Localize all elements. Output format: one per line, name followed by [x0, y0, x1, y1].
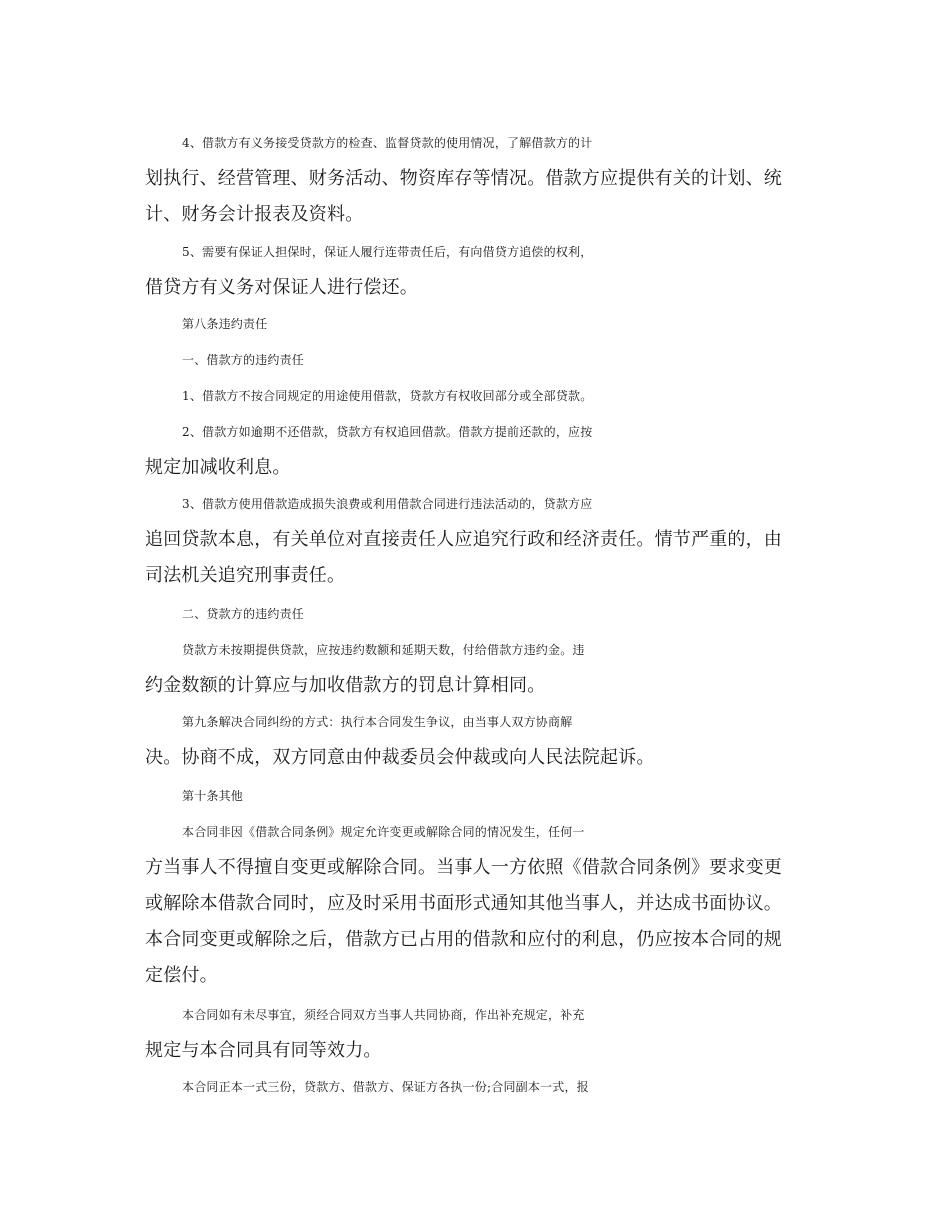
text-line: 5、需要有保证人担保时，保证人履行连带责任后，有向借贷方追偿的权利，	[182, 245, 593, 259]
text-line: 1、借款方不按合同规定的用途使用借款，贷款方有权收回部分或全部贷款。	[182, 389, 593, 403]
clause-4-paragraph	[145, 125, 810, 233]
lender-liability-heading	[145, 596, 810, 632]
text-line: 3、借款方使用借款造成损失浪费或利用借款合同进行违法活动的，贷款方应	[182, 497, 593, 511]
article-9-paragraph	[145, 704, 810, 776]
borrower-clause-1	[145, 378, 810, 414]
text-line: 本合同正本一式三份，贷款方、借款方、保证方各执一份;合同副本一式，报	[182, 1080, 589, 1094]
other-clause-1	[145, 814, 810, 994]
text-line: 第十条其他	[182, 789, 244, 803]
text-line: 司法机关追究刑事责任。	[145, 565, 346, 586]
text-line: 规定与本合同具有同等效力。	[145, 1040, 382, 1061]
text-line: 计、财务会计报表及资料。	[145, 204, 364, 225]
clause-5-paragraph	[145, 234, 810, 306]
other-clause-3	[145, 1069, 810, 1105]
text-line: 决。协商不成，双方同意由仲裁委员会仲裁或向人民法院起诉。	[145, 747, 655, 768]
text-line: 划执行、经营管理、财务活动、物资库存等情况。借款方应提供有关的计划、统	[145, 168, 782, 189]
borrower-liability-heading	[145, 342, 810, 378]
text-line: 定偿付。	[145, 965, 218, 986]
article-8-heading	[145, 306, 810, 342]
text-line: 方当事人不得擅自变更或解除合同。当事人一方依照《借款合同条例》要求变更	[145, 857, 782, 878]
text-line: 约金数额的计算应与加收借款方的罚息计算相同。	[145, 675, 546, 696]
lender-clause-1	[145, 632, 810, 704]
text-line: 二、贷款方的违约责任	[182, 607, 305, 621]
article-10-heading	[145, 778, 810, 814]
text-line: 本合同如有未尽事宜，须经合同双方当事人共同协商，作出补充规定，补充	[182, 1008, 585, 1022]
text-line: 2、借款方如逾期不还借款，贷款方有权追回借款。借款方提前还款的，应按	[182, 425, 593, 439]
other-clause-2	[145, 997, 810, 1069]
text-line: 4、借款方有义务接受贷款方的检查、监督贷款的使用情况，了解借款方的计	[182, 136, 593, 150]
text-line: 一、借款方的违约责任	[182, 353, 305, 367]
text-line: 追回贷款本息，有关单位对直接责任人应追究行政和经济责任。情节严重的，由	[145, 529, 782, 550]
borrower-clause-3	[145, 486, 810, 594]
text-line: 或解除本借款合同时，应及时采用书面形式通知其他当事人，并达成书面协议。	[145, 893, 782, 914]
text-line: 第九条解决合同纠纷的方式：执行本合同发生争议，由当事人双方协商解	[182, 715, 573, 729]
text-line: 第八条违约责任	[182, 317, 268, 331]
text-line: 借贷方有义务对保证人进行偿还。	[145, 277, 418, 298]
text-line: 本合同非因《借款合同条例》规定允许变更或解除合同的情况发生，任何一	[182, 825, 585, 839]
borrower-clause-2	[145, 414, 810, 486]
text-line: 贷款方未按期提供贷款，应按违约数额和延期天数，付给借款方违约金。违	[182, 643, 585, 657]
text-line: 本合同变更或解除之后，借款方已占用的借款和应付的利息，仍应按本合同的规	[145, 929, 782, 950]
text-line: 规定加减收利息。	[145, 457, 291, 478]
